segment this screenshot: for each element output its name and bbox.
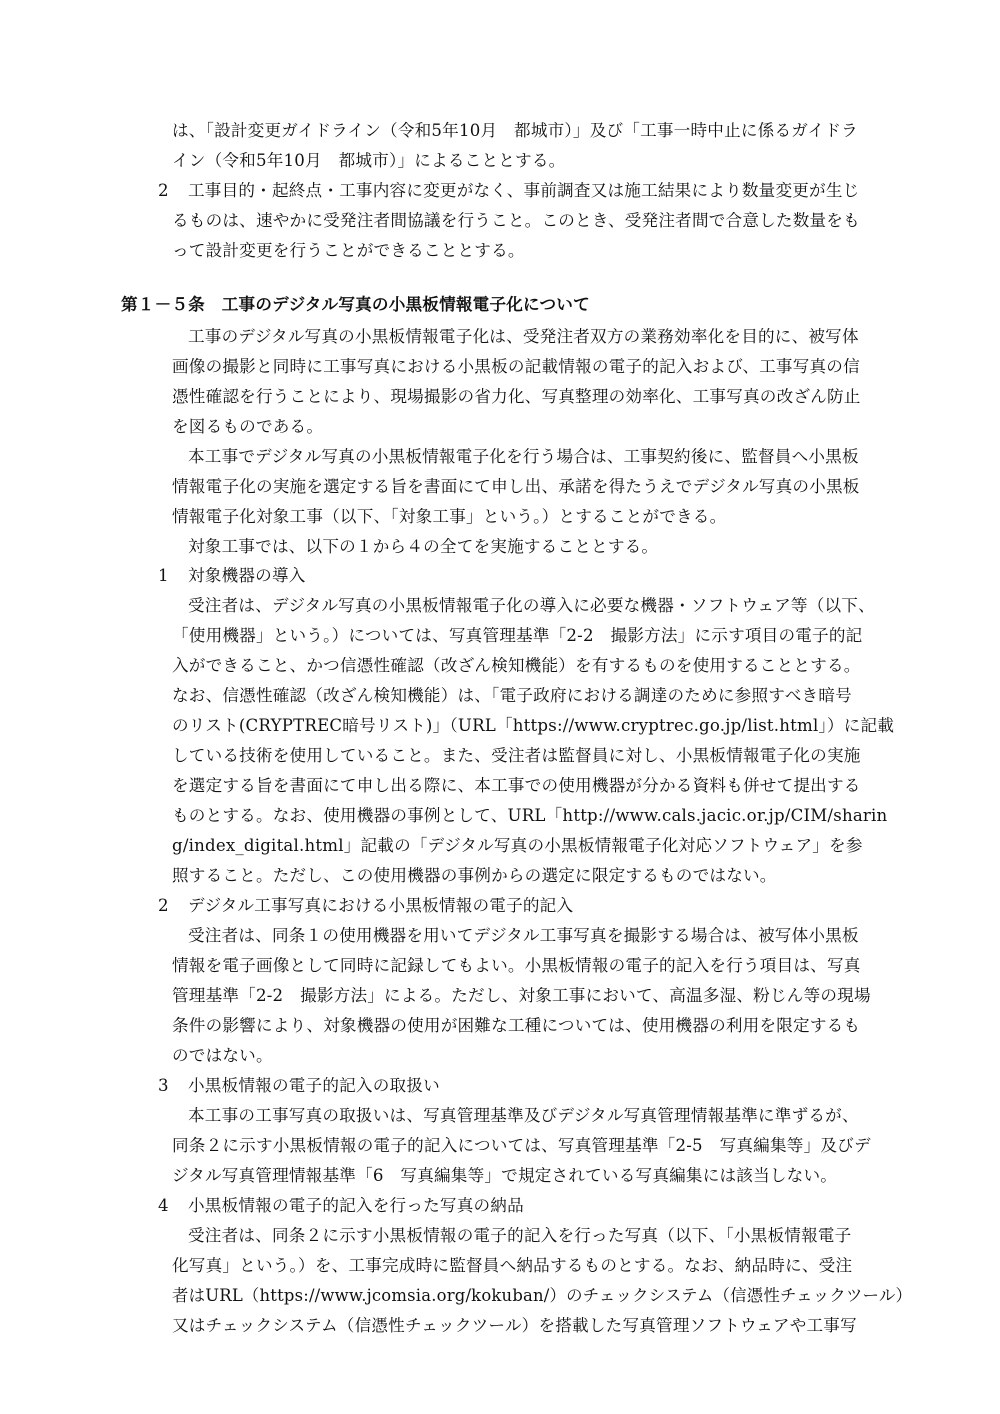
text-line: は、「設計変更ガイドライン（令和5年10月 都城市）」及び「工事一時中止に係るガイドラ [172,121,858,140]
text-line: って設計変更を行うことができることとする。 [172,241,525,260]
item-number: 3 [158,1076,169,1095]
text-line: 工事目的・起終点・工事内容に変更がなく、事前調査又は施工結果により数量変更が生じ [188,181,860,200]
text-line: のではない。 [172,1046,273,1065]
text-line: ジタル写真管理情報基準「6 写真編集等」で規定されている写真編集には該当しない。 [172,1166,838,1185]
text-line: 「使用機器」という。）については、写真管理基準「2-2 撮影方法」に示す項目の電子的記 [172,626,863,645]
text-line: るものは、速やかに受発注者間協議を行うこと。このとき、受発注者間で合意した数量をも [172,211,860,230]
text-line: を図るものである。 [172,417,324,436]
text-line: 入ができること、かつ信憑性確認（改ざん検知機能）を有するものを使用することとする。 [172,656,861,675]
text-line: なお、信憑性確認（改ざん検知機能）は、「電子政府における調達のために参照すべき暗号 [172,686,852,705]
text-line: 照すること。ただし、この使用機器の事例からの選定に限定するものではない。 [172,866,777,885]
item-number: 2 [158,896,169,915]
text-line: 条件の影響により、対象機器の使用が困難な工種については、使用機器の利用を限定するも [172,1016,861,1035]
text-line: 情報電子化の実施を選定する旨を書面にて申し出、承諾を得たうえでデジタル写真の小黒板 [172,477,860,496]
item-title: 小黒板情報の電子的記入の取扱い [188,1076,440,1095]
text-line: 受注者は、同条１の使用機器を用いてデジタル工事写真を撮影する場合は、被写体小黒板 [188,926,859,945]
text-line: 情報電子化対象工事（以下、「対象工事」という。）とすることができる。 [172,507,727,526]
item-number: 2 [158,181,169,200]
text-line: 工事のデジタル写真の小黒板情報電子化は、受発注者双方の業務効率化を目的に、被写体 [188,327,859,346]
text-line: g/index_digital.html」記載の「デジタル写真の小黒板情報電子化対応ソフトウェア」を参 [172,836,863,855]
text-line: 画像の撮影と同時に工事写真における小黒板の記載情報の電子的記入および、工事写真の信 [172,357,860,376]
item-title: 対象機器の導入 [188,566,306,585]
text-line: 受注者は、同条２に示す小黒板情報の電子的記入を行った写真（以下、「小黒板情報電子 [188,1226,852,1245]
text-line: 者はURL（https://www.jcomsia.org/kokuban/）のチェックシステム（信憑性チェックツール） [172,1286,913,1305]
text-line: 本工事でデジタル写真の小黒板情報電子化を行う場合は、工事契約後に、監督員へ小黒板 [188,447,859,466]
text-line: を選定する旨を書面にて申し出る際に、本工事での使用機器が分かる資料も併せて提出する [172,776,861,795]
text-line: 管理基準「2-2 撮影方法」による。ただし、対象工事において、高温多湿、粉じん等の現場 [172,986,871,1005]
text-line: ものとする。なお、使用機器の事例として、URL「http://www.cals.jacic.or.jp/CIM/sharin [172,806,888,825]
text-line: 受注者は、デジタル写真の小黒板情報電子化の導入に必要な機器・ソフトウェア等（以下、 [188,596,875,615]
text-line: イン（令和5年10月 都城市）」によることとする。 [172,151,566,170]
text-line: している技術を使用していること。また、受注者は監督員に対し、小黒板情報電子化の実施 [172,746,861,765]
text-line: 憑性確認を行うことにより、現場撮影の省力化、写真整理の効率化、工事写真の改ざん防止 [172,387,861,406]
section-heading: 第１－５条 工事のデジタル写真の小黒板情報電子化について [121,295,590,314]
text-line: 情報を電子画像として同時に記録してもよい。小黒板情報の電子的記入を行う項目は、写真 [172,956,861,975]
text-line: 又はチェックシステム（信憑性チェックツール）を搭載した写真管理ソフトウェアや工事写 [172,1316,857,1335]
text-line: 化写真」という。）を、工事完成時に監督員へ納品するものとする。なお、納品時に、受注 [172,1256,853,1275]
item-title: デジタル工事写真における小黒板情報の電子的記入 [188,896,574,915]
item-number: 4 [158,1196,169,1215]
text-line: 対象工事では、以下の１から４の全てを実施することとする。 [188,537,659,556]
text-line: 同条２に示す小黒板情報の電子的記入については、写真管理基準「2-5 写真編集等」及びデ [172,1136,871,1155]
text-line: のリスト(CRYPTREC暗号リスト)」（URL「https://www.cryptrec.go.jp/list.html」）に記載 [172,716,895,735]
item-number: 1 [158,566,169,585]
item-title: 小黒板情報の電子的記入を行った写真の納品 [188,1196,524,1215]
text-line: 本工事の工事写真の取扱いは、写真管理基準及びデジタル写真管理情報基準に準ずるが、 [188,1106,859,1125]
